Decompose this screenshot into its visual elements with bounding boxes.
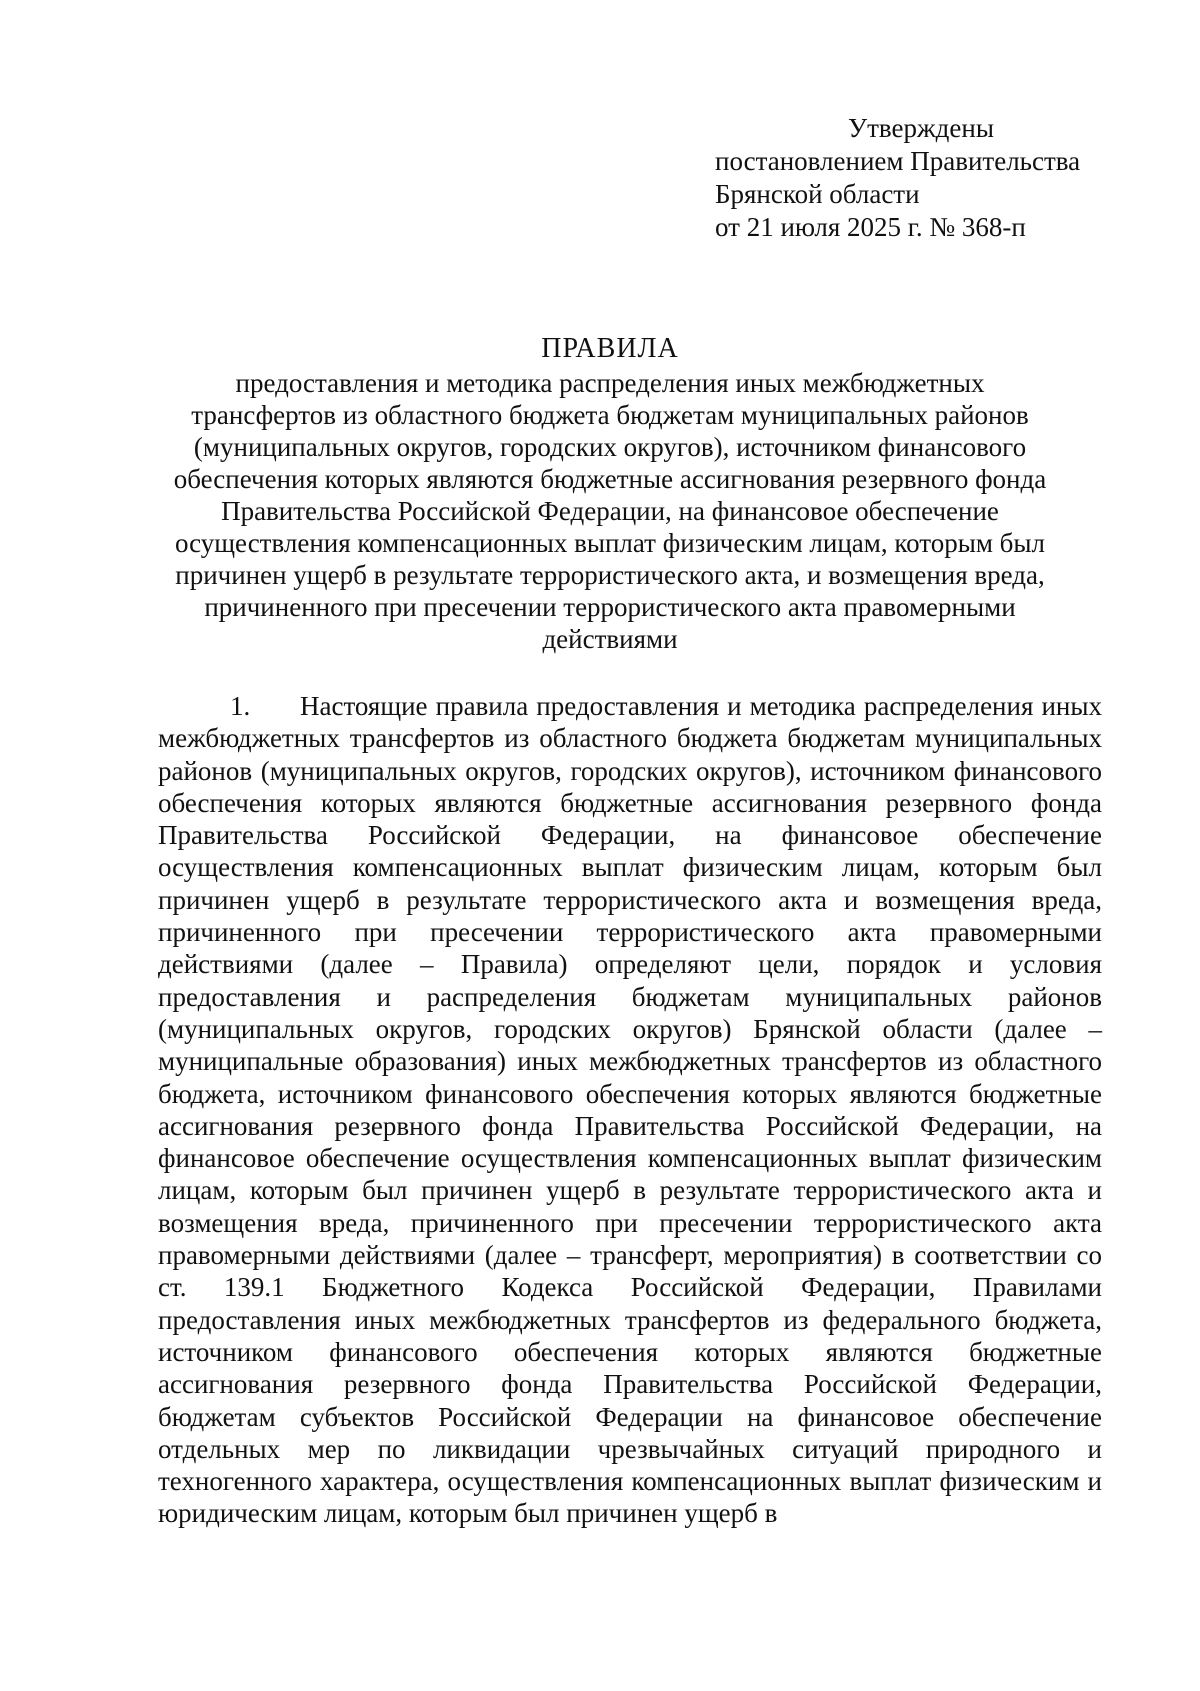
- title-line: Правительства Российской Федерации, на финансовое обеспечение: [221, 496, 999, 526]
- title-line: причиненного при пресечении террористического акта правомерными: [204, 592, 1016, 622]
- title-line: обеспечения которых являются бюджетные ассигнования резервного фонда: [173, 464, 1047, 494]
- approval-line-region: Брянской области: [715, 179, 920, 209]
- paragraph-text: Настоящие правила предоставления и методика распределения иных межбюджетных трансфертов из областного бюджета бюджетам муниципальных районов (муниципальных округов, городских округов), источником финансового обеспечения которых являются бюджетные ассигнования резервного фонда Правительства Российской Федерации, на финансовое обеспечение осуществления компенсационных выплат физическим лицам, которым был причинен ущерб в результате террористического акта и возмещения вреда, причиненного при пресечении террористического акта правомерными действиями (далее – Правила) определяют цели, порядок и условия предоставления и распределения бюджетам муниципальных районов (муниципальных округов, городских округов) Брянской области (далее – муниципальные образования) иных межбюджетных трансфертов из областного бюджета, источником финансового обеспечения которых являются бюджетные ассигнования резервного фонда Правительства Российской Федерации, на финансовое обеспечение осуществления компенсационных выплат физическим лицам, которым был причинен ущерб в результате террористического акта и возмещения вреда, причиненного при пресечении террористического акта правомерными действиями (далее – трансферт, мероприятия) в соответствии со ст. 139.1 Бюджетного Кодекса Российской Федерации, Правилами предоставления иных межбюджетных трансфертов из федерального бюджета, источником финансового обеспечения которых являются бюджетные ассигнования резервного фонда Правительства Российской Федерации, бюджетам субъектов Российской Федерации на финансовое обеспечение отдельных мер по ликвидации чрезвычайных ситуаций природного и техногенного характера, осуществления компенсационных выплат физическим и юридическим лицам, которым был причинен ущерб в: [158, 691, 1102, 1529]
- title-line: причинен ущерб в результате террористического акта, и возмещения вреда,: [175, 560, 1045, 590]
- title-heading: ПРАВИЛА: [541, 333, 679, 364]
- title-line: (муниципальных округов, городских округов), источником финансового: [193, 432, 1027, 462]
- title-line: действиями: [542, 624, 678, 654]
- paragraph-1: [158, 690, 1102, 1530]
- document-title: [150, 333, 1070, 655]
- title-line: трансфертов из областного бюджета бюджетам муниципальных районов: [191, 400, 1029, 430]
- approval-block: [715, 112, 1080, 244]
- approval-line-date-number: от 21 июля 2025 г. № 368-п: [715, 212, 1026, 242]
- paragraph-number: 1.: [230, 691, 251, 721]
- approval-line-approved: Утверждены: [848, 113, 994, 143]
- title-line: предоставления и методика распределения иных межбюджетных: [235, 368, 985, 398]
- approval-line-decree: постановлением Правительства: [715, 146, 1081, 176]
- title-line: осуществления компенсационных выплат физическим лицам, которым был: [174, 528, 1046, 558]
